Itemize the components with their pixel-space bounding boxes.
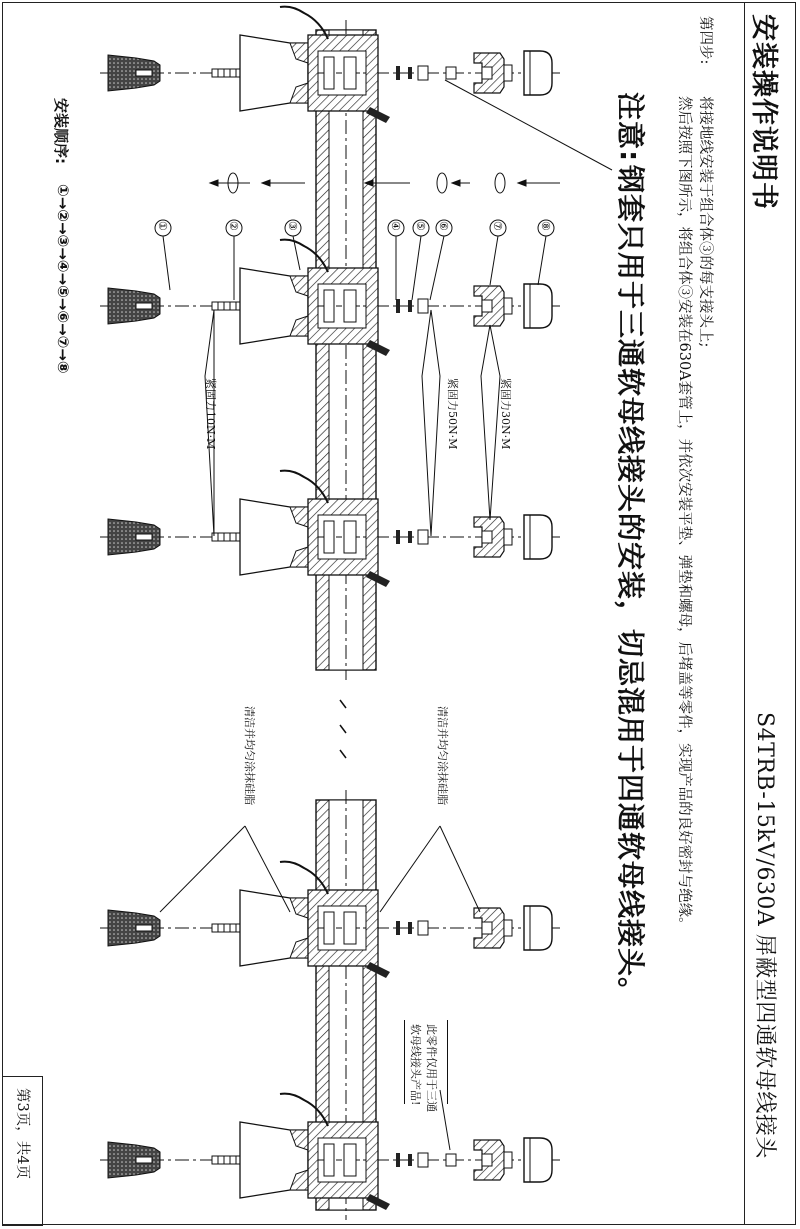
notice-text: 钢套只用于三通软母线接头的安装，切忌混用于四通软母线接头。 [614,165,647,1007]
notice-label: 注意: [614,92,647,163]
document-title: 安装操作说明书 [748,14,779,210]
part-number-4: ④ [389,221,402,231]
part-number-1: ① [156,221,169,231]
part-callouts [155,80,612,1150]
part-number-8: ⑧ [539,221,552,231]
note-line-2: 软母线接头产品! [409,1024,422,1106]
part-number-6: ⑥ [437,221,450,231]
torque-label-10: 紧固力10N·M [204,378,217,450]
branch-row-1 [100,7,560,123]
grease-note-left: 清洁并均匀涂抹硅脂 [243,706,256,805]
torque-label-30: 紧固力30N·M [499,378,512,450]
part-number-7: ⑦ [491,221,504,231]
part-number-5: ⑤ [414,221,427,231]
install-order-value: ①→②→③→④→⑤→⑥→⑦→⑧ [54,184,72,374]
document-subtitle: S4TRB-15kV/630A 屏蔽型四通软母线接头 [752,712,777,1159]
part-number-3: ③ [286,221,299,231]
page-number: 第3页，共4页 [14,1088,30,1179]
step-line-1: 将接地线安装于组合体③的每支接头上; [697,96,713,348]
grease-note-right: 清洁并均匀涂抹硅脂 [436,706,449,805]
main-housing [316,20,376,1220]
install-order-label: 安装顺序: [52,98,70,164]
assembly-arrows [210,173,560,193]
part-number-2: ② [227,221,240,231]
torque-label-50: 紧固力50N·M [446,378,459,450]
note-line-1: 此零件仅用于三通 [425,1024,438,1112]
step-label: 第四步: [697,16,713,65]
step-line-2: 然后按照下图所示，将组合体③安装在630A套管上，并依次安装平垫、弹垫和螺母，后堵盖等零件，实现产品的良好密封与绝缘。 [676,96,692,932]
